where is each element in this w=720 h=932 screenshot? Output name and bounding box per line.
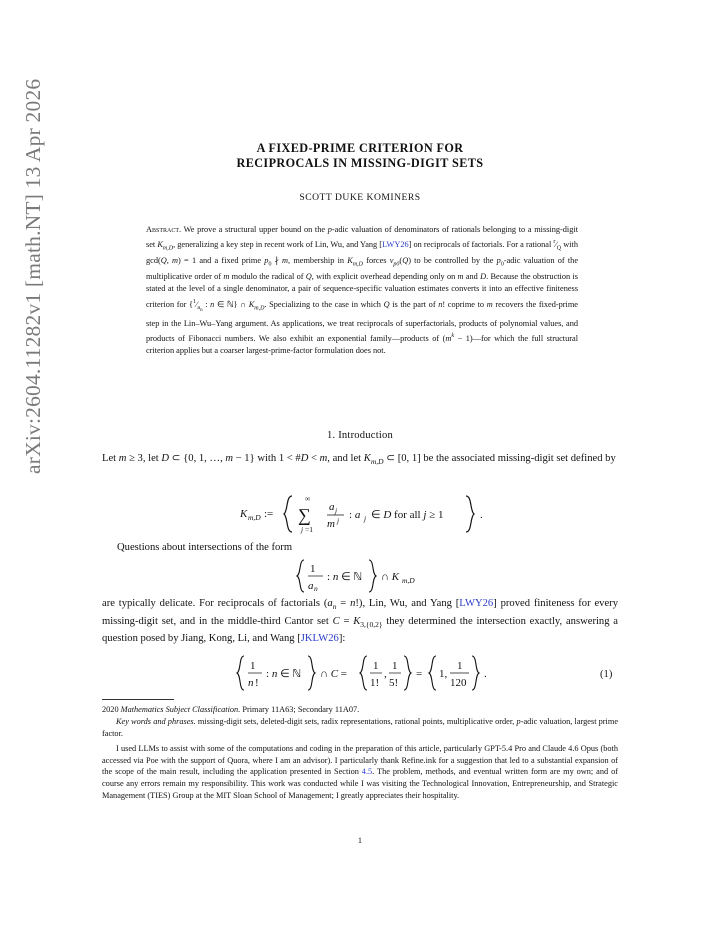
svg-text:∩ K: ∩ K bbox=[381, 571, 400, 583]
svg-text:a: a bbox=[308, 580, 314, 592]
svg-text:m,D: m,D bbox=[402, 576, 415, 585]
svg-text:1: 1 bbox=[392, 660, 398, 672]
footnote-acknowledgments: I used LLMs to assist with some of the computations and coding in the preparation of this article, particularly GPT-5.4 Pro and Claude 4.6 Opus (both accessed via Poe with the support of Quora, where I am an advisor). I particularly thank Refine.ink for a suggestion that led to a substantial expansion of the scope of the main result, including the application presented in Section 4.5. The problem, methods, and eventual written form are my own; and of course any errors remain my responsibility. This work was conducted while I was visiting the Technological Innovation, Entrepreneurship, and Strategic Management (TIES) Group at the MIT Sloan School of Management; I greatly appreciates their hospitality. bbox=[102, 744, 618, 800]
footnote-keywords: Key words and phrases. missing-digit sets, deleted-digit sets, radix representations, rational points, multiplicative order, p-adic valuation, largest prime factor. bbox=[102, 717, 619, 738]
svg-text:∩ C =: ∩ C = bbox=[320, 668, 348, 680]
footnote-rule bbox=[102, 699, 174, 700]
equation-kmd-definition bbox=[234, 490, 494, 538]
citation-lwy26-body[interactable]: LWY26 bbox=[459, 598, 494, 609]
svg-text:j: j bbox=[337, 516, 340, 525]
svg-text:5!: 5! bbox=[389, 677, 399, 689]
arxiv-side-stamp: arXiv:2604.11282v1 [math.NT] 13 Apr 2026 bbox=[21, 78, 45, 474]
svg-text:1: 1 bbox=[310, 563, 316, 575]
svg-text:1,: 1, bbox=[439, 668, 448, 680]
footnote-msc bbox=[102, 704, 618, 716]
title-line-1: A FIXED-PRIME CRITERION FOR bbox=[256, 141, 464, 155]
citation-jklw26[interactable]: JKLW26 bbox=[300, 633, 339, 645]
svg-text:a: a bbox=[329, 501, 335, 513]
svg-text:n: n bbox=[248, 677, 254, 689]
svg-text:K: K bbox=[240, 508, 248, 520]
svg-text:=1: =1 bbox=[305, 525, 313, 534]
svg-text:=: = bbox=[416, 668, 423, 680]
svg-text:j: j bbox=[364, 514, 367, 523]
intro-paragraph-1: Let m ≥ 3, let D ⊂ {0, 1, …, m − 1} with 1 < #D < m, and let $K_{m,D}$ ⊂ [0, 1] be the associated missing-digit set defined by bbox=[102, 453, 616, 467]
abstract: Abstract. We prove a structural upper bound on the p-adic valuation of denominators of rationals belonging to a missing-digit set $K_{m,D}$, generalizing a key step in recent work of Lin, Wu, and Yang [LWY26] on reciprocals of factorials. For a rational $^r⁄_Q$ with gcd(Q, m) = 1 and a fixed prime $p_0$ ∤ m, membership in $K_{m,D}$ forces $\nu_{p0}(Q)$ to be controlled by the $p_0$-adic valuation of the multiplicative order of m modulo the radical of Q, with explicit overhead depending only on m and D. Because the obstruction is stated at the level of a single denominator, a pair of sequence-specific valuation estimates converts it into an effective finiteness criterion for {$^1⁄_{a_n}$ : n ∈ ℕ} ∩ $K_{m,D}$. Specializing to the case in which Q is the part of n! coprime to m recovers the fixed-prime step in the Lin–Wu–Yang argument. As applications, we treat reciprocals of superfactorials, products of polynomial values, and products of Fibonacci numbers. We also exhibit an exponential family—products of ($m^k$ − 1)—for which the full structural criterion applies but a coarser largest-prime-factor formulation does not. bbox=[146, 225, 579, 356]
svg-text:1: 1 bbox=[373, 660, 379, 672]
svg-text::=: := bbox=[264, 508, 274, 520]
svg-text:j: j bbox=[301, 525, 304, 534]
abstract-label: Abstract. bbox=[146, 225, 182, 234]
svg-text:!: ! bbox=[255, 677, 259, 689]
section-heading: 1. Introduction bbox=[327, 430, 393, 441]
msc-text: 2020 Mathematics Subject Classification. Primary 11A63; Secondary 11A07. bbox=[102, 705, 360, 714]
intro-paragraph-2: Questions about intersections of the form bbox=[117, 542, 293, 553]
citation-lwy26[interactable]: LWY26 bbox=[382, 240, 409, 250]
svg-text:.: . bbox=[480, 509, 483, 521]
svg-text:1: 1 bbox=[457, 660, 463, 672]
svg-text:∞: ∞ bbox=[305, 494, 311, 503]
svg-text:.: . bbox=[484, 668, 487, 680]
svg-text:∈ D for all j ≥ 1: ∈ D for all j ≥ 1 bbox=[371, 509, 444, 521]
svg-text:∑: ∑ bbox=[298, 505, 311, 525]
intro-paragraph-3: are typically delicate. For reciprocals of factorials $(a_n = n!)$, Lin, Wu, and Yang [LWY26] proved finiteness for every missing-digit set, and in the middle-third Cantor set $C = K_{3,\{0,2\}}$ they determined the intersection exactly, answering a question posed by Jiang, Kong, Li, and Wang [JKLW26]: bbox=[102, 598, 618, 645]
title-line-2: RECIPROCALS IN MISSING-DIGIT SETS bbox=[236, 156, 484, 170]
svg-text:1: 1 bbox=[250, 660, 256, 672]
section-link-4-5[interactable]: 4.5 bbox=[361, 767, 373, 777]
svg-text:j: j bbox=[335, 506, 338, 515]
svg-text:120: 120 bbox=[450, 677, 467, 689]
svg-text:n: n bbox=[314, 584, 318, 593]
svg-text:m,D: m,D bbox=[248, 513, 261, 522]
keywords-label: Key words and phrases. bbox=[116, 717, 196, 726]
page-number: 1 bbox=[357, 836, 363, 845]
equation-intersection-form bbox=[296, 556, 436, 596]
svg-text:: a: : a bbox=[349, 509, 361, 521]
author: SCOTT DUKE KOMINERS bbox=[299, 192, 421, 203]
svg-text:: n ∈ ℕ: : n ∈ ℕ bbox=[266, 668, 302, 680]
svg-text:,: , bbox=[384, 668, 387, 680]
svg-text:1!: 1! bbox=[370, 677, 380, 689]
svg-text:: n ∈ ℕ: : n ∈ ℕ bbox=[327, 571, 363, 583]
svg-text:m: m bbox=[327, 518, 335, 530]
equation-1-cantor-factorials bbox=[236, 652, 496, 694]
equation-number: (1) bbox=[600, 669, 613, 680]
